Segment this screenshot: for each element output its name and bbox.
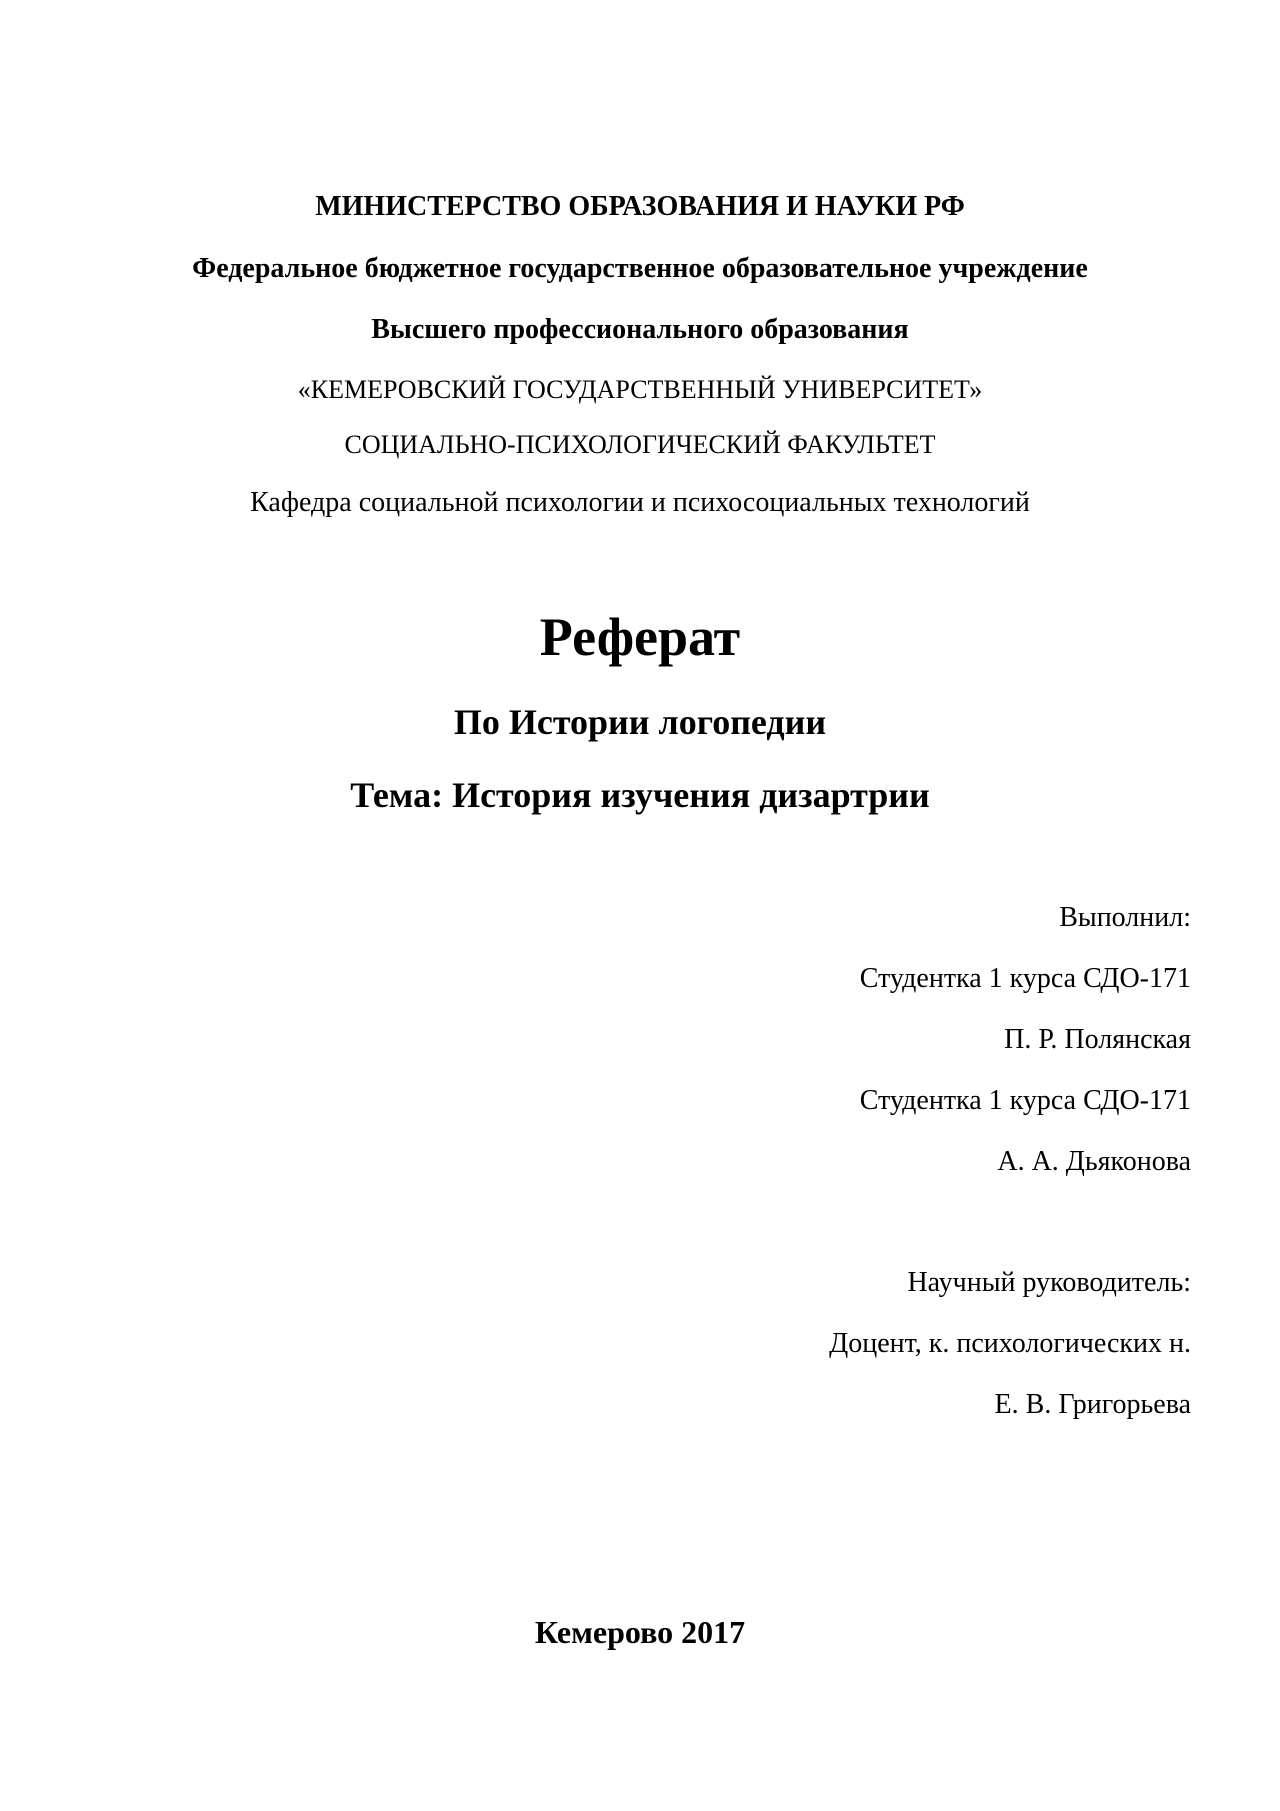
supervisor-position: Доцент, к. психологических н. — [829, 1328, 1191, 1359]
institution-type: Федеральное бюджетное государственное образовательное учреждение — [192, 253, 1088, 284]
city-year: Кемерово 2017 — [534, 1614, 746, 1650]
supervisor-name: Е. В. Григорьева — [994, 1389, 1191, 1420]
supervisor-label: Научный руководитель: — [907, 1267, 1191, 1298]
author-line: Студентка 1 курса СДО-171 — [859, 963, 1191, 994]
ministry-heading: МИНИСТЕРСТВО ОБРАЗОВАНИЯ И НАУКИ РФ — [315, 191, 965, 222]
department-name: Кафедра социальной психологии и психосоциальных технологий — [250, 487, 1030, 518]
document-title: Реферат — [539, 607, 741, 667]
subject-line: По Истории логопедии — [453, 702, 827, 742]
university-name: «КЕМЕРОВСКИЙ ГОСУДАРСТВЕННЫЙ УНИВЕРСИТЕТ» — [297, 375, 983, 404]
faculty-name: СОЦИАЛЬНО-ПСИХОЛОГИЧЕСКИЙ ФАКУЛЬТЕТ — [344, 430, 936, 459]
education-level: Высшего профессионального образования — [371, 314, 909, 345]
author-line: П. Р. Полянская — [1004, 1024, 1191, 1055]
author-line: А. А. Дьяконова — [997, 1146, 1191, 1177]
topic-line: Тема: История изучения дизартрии — [350, 775, 930, 815]
author-label: Выполнил: — [1059, 902, 1191, 933]
author-line: Студентка 1 курса СДО-171 — [859, 1085, 1191, 1116]
